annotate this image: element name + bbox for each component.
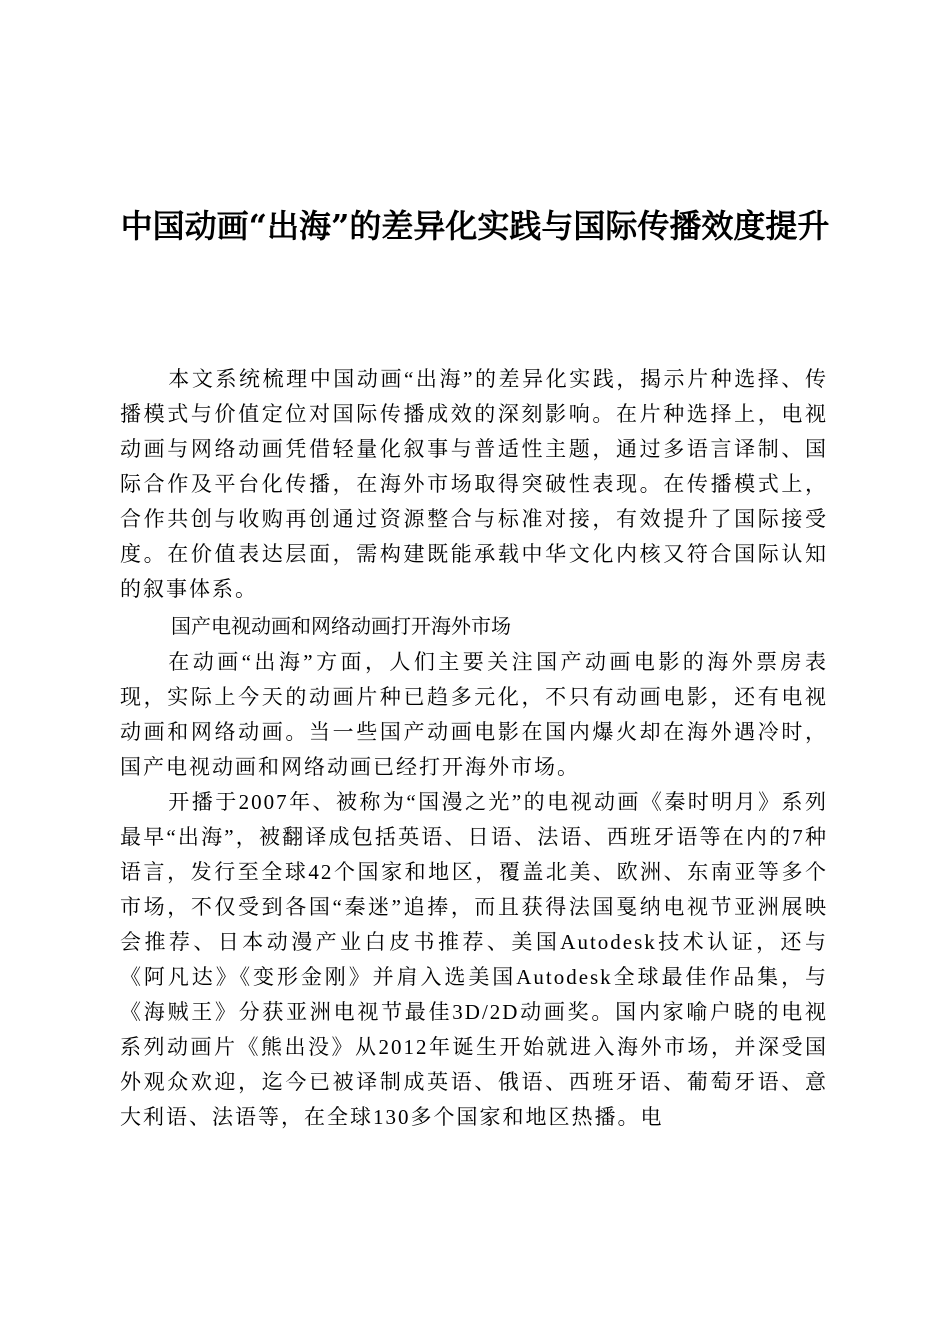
document-body: [120, 362, 828, 1135]
abstract-paragraph: 本文系统梳理中国动画“出海”的差异化实践，揭示片种选择、传播模式与价值定位对国际传播成效的深刻影响。在片种选择上，电视动画与网络动画凭借轻量化叙事与普适性主题，通过多语言译制、国际合作及平台化传播，在海外市场取得突破性表现。在传播模式上，合作共创与收购再创通过资源整合与标准对接，有效提升了国际接受度。在价值表达层面，需构建既能承载中华文化内核又符合国际认知的叙事体系。: [120, 367, 828, 601]
body-paragraph: 开播于2007年、被称为“国漫之光”的电视动画《秦时明月》系列最早“出海”，被翻译成包括英语、日语、法语、西班牙语等在内的7种语言，发行至全球42个国家和地区，覆盖北美、欧洲、东南亚等多个市场，不仅受到各国“秦迷”追捧，而且获得法国戛纳电视节亚洲展映会推荐、日本动漫产业白皮书推荐、美国Autodesk技术认证，还与《阿凡达》《变形金刚》并肩入选美国Autodesk全球最佳作品集，与《海贼王》分获亚洲电视节最佳3D/2D动画奖。国内家喻户晓的电视系列动画片《熊出没》从2012年诞生开始就进入海外市场，并深受国外观众欢迎，迄今已被译制成英语、俄语、西班牙语、葡萄牙语、意大利语、法语等，在全球130多个国家和地区热播。电: [120, 790, 828, 1129]
section-heading: 国产电视动画和网络动画打开海外市场: [171, 614, 511, 638]
body-paragraph: 在动画“出海”方面，人们主要关注国产动画电影的海外票房表现，实际上今天的动画片种已趋多元化，不只有动画电影，还有电视动画和网络动画。当一些国产动画电影在国内爆火却在海外遇冷时，国产电视动画和网络动画已经打开海外市场。: [120, 650, 828, 779]
document-title: 中国动画“出海”的差异化实践与国际传播效度提升: [120, 207, 830, 245]
